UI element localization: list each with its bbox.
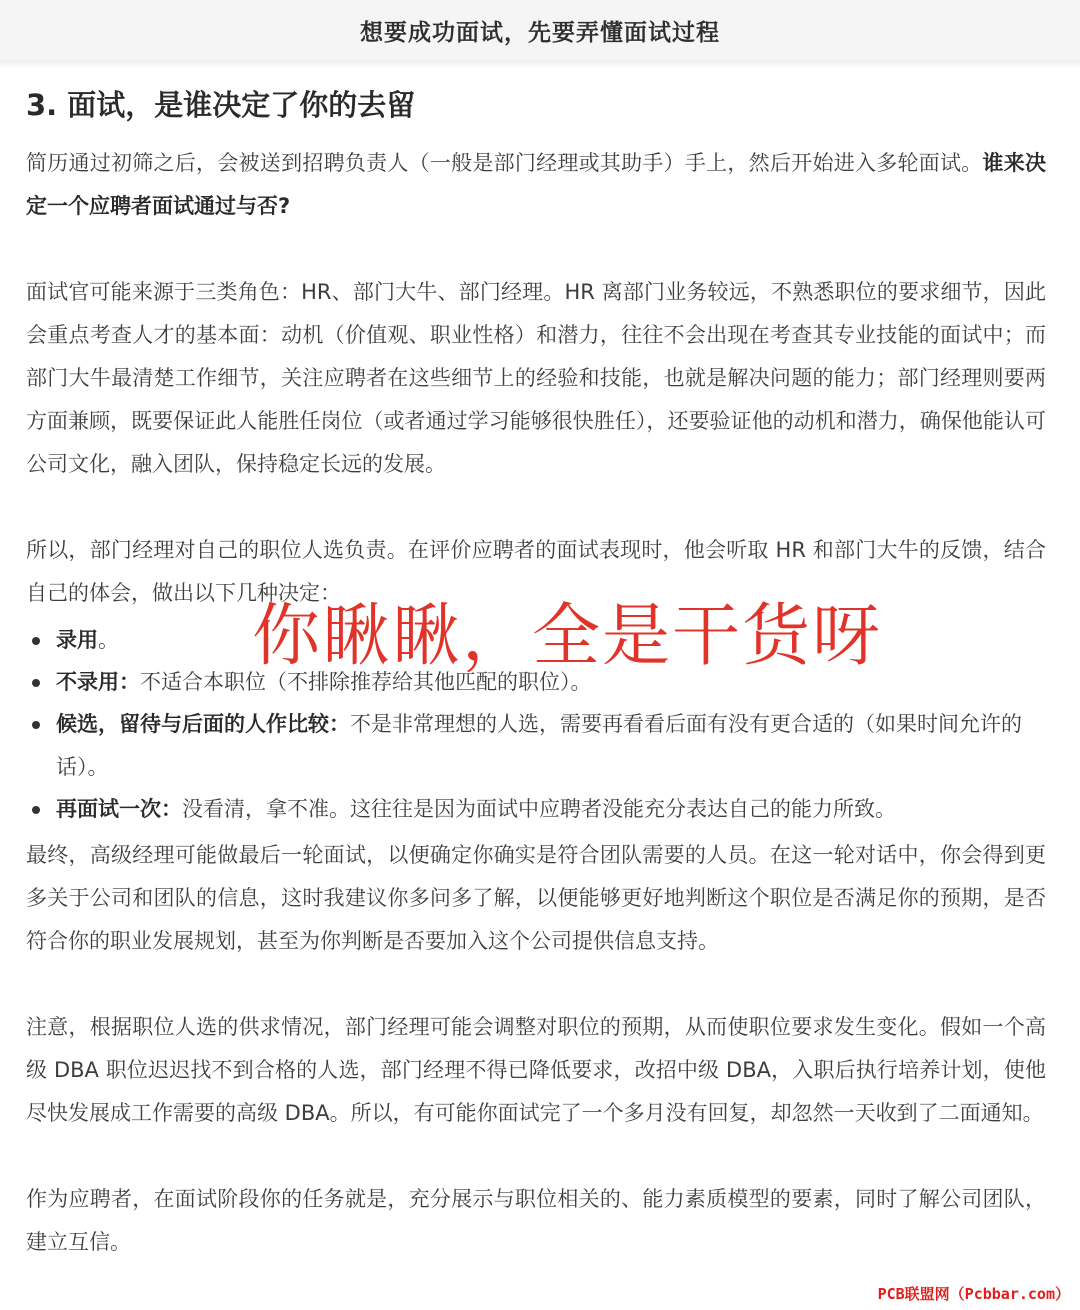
article-title: 想要成功面试，先要弄懂面试过程 (360, 19, 720, 46)
list-item-label: 不录用： (56, 670, 140, 694)
list-item-label: 候选，留待与后面的人作比较： (56, 712, 350, 736)
paragraph-intro (26, 142, 1046, 228)
list-item (26, 788, 1046, 831)
list-item-desc: 不是非常理想的人选，需要再看看后面有没有更合适的（如果时间允许的话）。 (56, 712, 1022, 779)
paragraph-note: 注意，根据职位人选的供求情况，部门经理可能会调整对职位的预期，从而使职位要求发生变化。假如一个高级 DBA 职位迟迟找不到合格的人选，部门经理不得已降低要求，改招中级 DBA，入职后执行培养计划，使他尽快发展成工作需要的高级 DBA。所以，有可能你面试完了一个多月没有回复，却忽然一天收到了二面通知。 (26, 1015, 1046, 1125)
paragraph-intro-text: 简历通过初筛之后，会被送到招聘负责人（一般是部门经理或其助手）手上，然后开始进入多轮面试。 (26, 151, 983, 175)
list-item-label: 再面试一次： (56, 797, 182, 821)
bullet-icon (32, 806, 40, 814)
bullet-icon (32, 679, 40, 687)
paragraph-interviewers: 面试官可能来源于三类角色：HR、部门大牛、部门经理。HR 离部门业务较远，不熟悉职位的要求细节，因此会重点考查人才的基本面：动机（价值观、职业性格）和潜力，往往不会出现在考查其专业技能的面试中；而部门大牛最清楚工作细节，关注应聘者在这些细节上的经验和技能，也就是解决问题的能力；部门经理则要两方面兼顾，既要保证此人能胜任岗位（或者通过学习能够很快胜任），还要验证他的动机和潜力，确保他能认可公司文化，融入团队，保持稳定长远的发展。 (26, 280, 1046, 476)
title-bar-divider (0, 60, 1080, 68)
paragraph-final-round: 最终，高级经理可能做最后一轮面试，以便确定你确实是符合团队需要的人员。在这一轮对话中，你会得到更多关于公司和团队的信息，这时我建议你多问多了解，以便能够更好地判断这个职位是否满足你的预期，是否符合你的职业发展规划，甚至为你判断是否要加入这个公司提供信息支持。 (26, 843, 1046, 953)
paragraph-decision-intro: 所以，部门经理对自己的职位人选负责。在评价应聘者的面试表现时，他会听取 HR 和部门大牛的反馈，结合自己的体会，做出以下几种决定： (26, 538, 1046, 605)
list-item-desc: 没看清，拿不准。这往往是因为面试中应聘者没能充分表达自己的能力所致。 (182, 797, 896, 821)
article-title-bar (0, 0, 1080, 60)
overlay-caption: 你瞅瞅，全是干货呀 (252, 597, 883, 676)
list-item-desc: 。 (98, 628, 119, 652)
site-watermark: PCB联盟网（Pcbbar.com） (877, 1285, 1070, 1303)
list-item (26, 703, 1046, 789)
section-heading: 3. 面试，是谁决定了你的去留 (26, 88, 416, 122)
list-item-label: 录用 (56, 628, 98, 652)
bullet-icon (32, 721, 40, 729)
paragraph-intro-question: 谁来决定一个应聘者面试通过与否? (26, 151, 1047, 218)
bullet-icon (32, 637, 40, 645)
paragraph-candidate-task: 作为应聘者，在面试阶段你的任务就是，充分展示与职位相关的、能力素质模型的要素，同时了解公司团队，建立互信。 (26, 1187, 1046, 1254)
list-item-desc: 不适合本职位（不排除推荐给其他匹配的职位）。 (140, 670, 592, 694)
